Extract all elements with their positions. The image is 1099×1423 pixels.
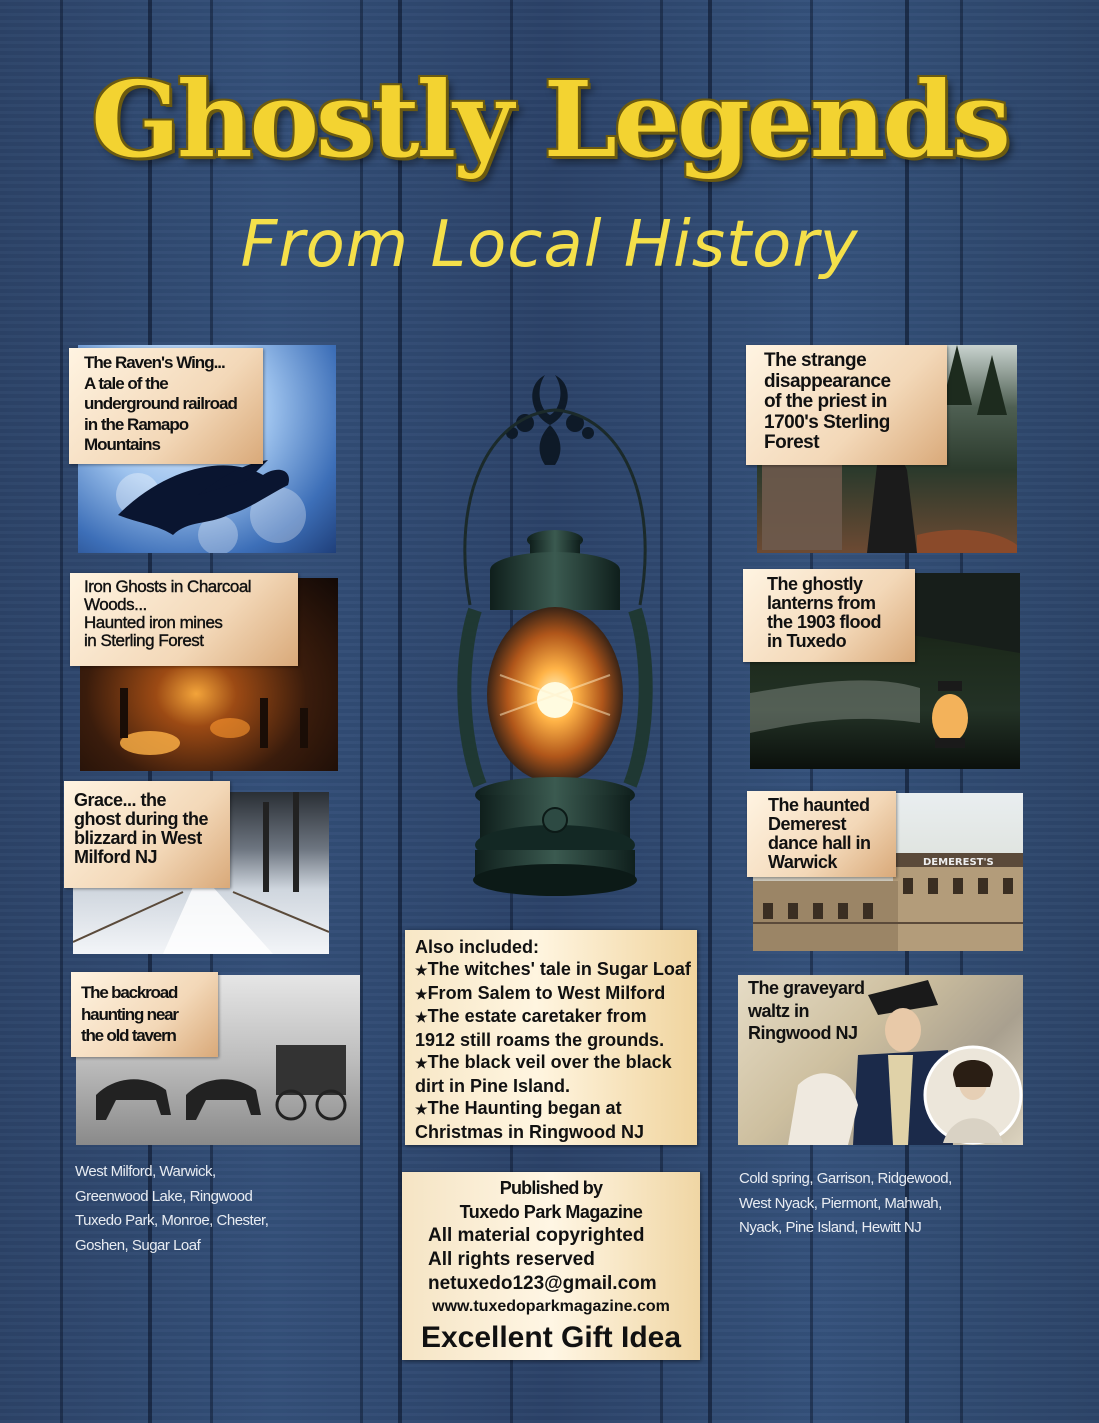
star-bullet-icon: ★ [415,1101,428,1117]
star-bullet-icon: ★ [415,962,428,978]
caption-lanterns-text: The ghostly lanterns from the 1903 flood in Tuxedo [767,574,882,651]
page-subtitle: From Local History [240,208,859,282]
caption-backroad-text: The backroad haunting near the old tavern [81,983,178,1045]
caption-iron-ghosts [70,573,298,666]
rights-notice: All rights reserved [428,1249,595,1270]
caption-graveyard [738,975,883,1053]
publisher-website[interactable]: www.tuxedoparkmagazine.com [432,1298,670,1315]
copyright-notice: All material copyrighted [428,1225,645,1246]
caption-lanterns [743,569,915,662]
caption-grace-text: Grace... the ghost during the blizzard in West Milford NJ [74,790,208,867]
caption-graveyard-text: The graveyard waltz in Ringwood NJ [748,978,865,1043]
also-included-heading: Also included: [415,937,540,957]
caption-demerest-text: The haunted Demerest dance hall in Warwick [768,795,871,872]
caption-ravens-wing [69,348,263,464]
towns-left: West Milford, Warwick, Greenwood Lake, Ringwood Tuxedo Park, Monroe, Chester, Goshen, Sugar Loaf [75,1163,269,1254]
gift-idea-banner: Excellent Gift Idea [420,1321,682,1354]
also-included-item: ★The Haunting began at Christmas in Ringwood NJ [415,1098,645,1142]
publisher-email[interactable]: netuxedo123@gmail.com [428,1273,657,1294]
caption-priest [746,345,947,465]
publisher-name: Tuxedo Park Magazine [459,1202,643,1222]
star-bullet-icon: ★ [415,985,428,1002]
also-included-item: ★The black veil over the black dirt in Pine Island. [415,1052,672,1096]
star-bullet-icon: ★ [415,1055,428,1071]
svg-text:DEMEREST'S: DEMEREST'S [923,857,994,868]
also-included-item: ★The witches' tale in Sugar Loaf [415,959,691,979]
publisher-box [402,1172,700,1360]
caption-backroad [71,972,218,1057]
also-included-item: ★From Salem to West Milford [415,982,666,1003]
caption-priest-text: The strange disappearance of the priest in 1700's Sterling Forest [764,350,891,453]
also-included-item: ★The estate caretaker from 1912 still roams the grounds. [415,1006,665,1050]
publisher-line: Published by [499,1178,603,1198]
lantern-icon [430,355,680,915]
caption-grace [64,781,230,888]
caption-iron-ghosts-text: Iron Ghosts in Charcoal Woods... Haunted iron mines in Sterling Forest [84,577,252,650]
star-bullet-icon: ★ [415,1009,428,1025]
page-title: Ghostly Legends [91,58,1008,181]
caption-ravens-wing-text: The Raven's Wing... A tale of the underground railroad in the Ramapo Mountains [84,353,237,454]
caption-demerest [747,791,896,877]
also-included-box [405,930,697,1145]
towns-right: Cold spring, Garrison, Ridgewood, West Nyack, Piermont, Mahwah, Nyack, Pine Island, Hewitt NJ [739,1170,952,1236]
